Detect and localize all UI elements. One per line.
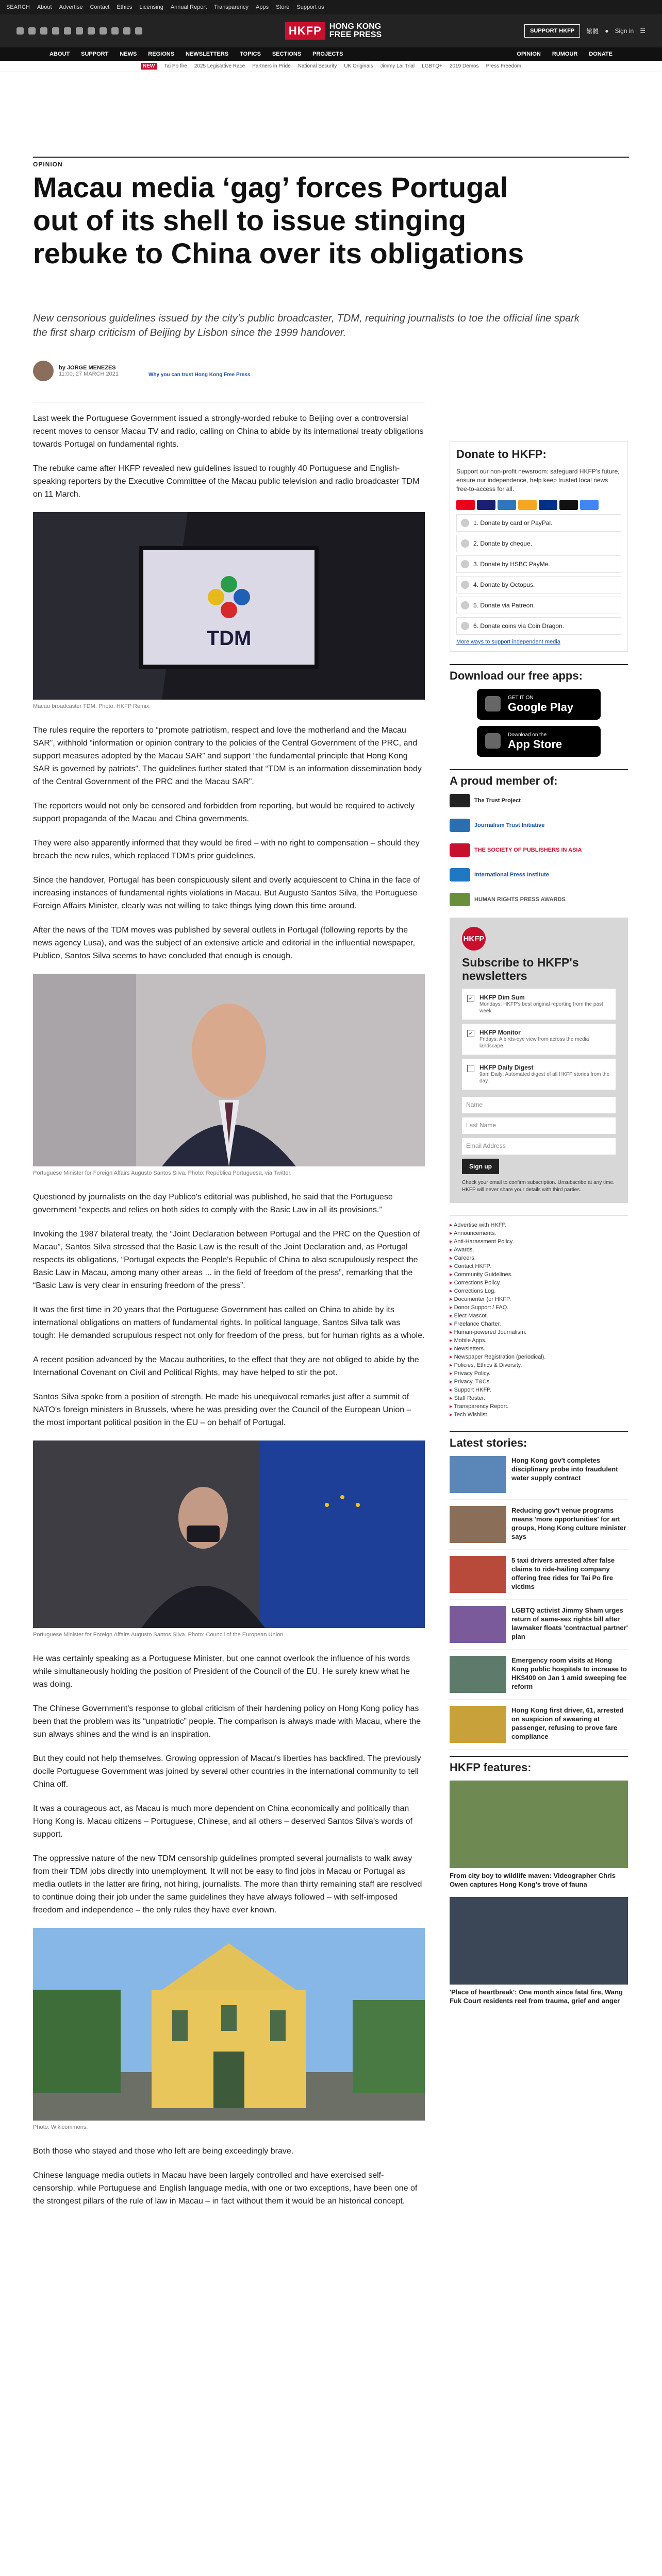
paragraph: The reporters would not only be censored and forbidden from reporting, but would be required to actively support propaganda of the Macau and China governments. <box>33 802 415 823</box>
paragraph: A recent position advanced by the Macau authorities, to the effect that they are not obliged to abide by the International Covenant on Civil and Political Rights, may have helped to stir the pot. <box>33 1355 419 1377</box>
amex-icon <box>498 500 516 510</box>
trust-link[interactable]: Why you can trust Hong Kong Free Press <box>148 372 251 378</box>
donate-option-label: 5. Donate via Patreon. <box>473 602 535 609</box>
info-link[interactable]: ▸ Awards. <box>450 1246 628 1254</box>
paragraph: It was the first time in 20 years that the Portuguese Government has called on China to abide by its international obligations on matters of fundamental rights. In political language, Santos Silva talk was tough: He demanded scrupulous respect not only for freedom of the press, but for human rights as a whole. <box>33 1306 425 1340</box>
donate-option[interactable] <box>456 514 621 532</box>
newsletter-option[interactable] <box>462 1059 616 1090</box>
sign-in-link[interactable]: Sign in <box>615 27 634 35</box>
figure-caption: Portuguese Minister for Foreign Affairs Augusto Santos Silva. Photo: Council of the European Union. <box>33 1632 285 1638</box>
logo-line-1: HONG KONG <box>329 22 382 31</box>
paragraph: They were also apparently informed that they would be fired – with no right to compensation – should they breach the new rules, which replaced TDM's prior guidelines. <box>33 839 420 860</box>
donate-option[interactable] <box>456 555 621 573</box>
top-link-store[interactable]: Store <box>276 4 290 10</box>
paypal-icon <box>539 500 557 510</box>
info-link[interactable]: ▸ Freelance Charter. <box>450 1320 628 1328</box>
partner-logo[interactable] <box>450 843 628 857</box>
figure-caption: Macau broadcaster TDM. Photo: HKFP Remix. <box>33 703 151 709</box>
paragraph: Santos Silva spoke from a position of strength. He made his unequivocal remarks just after a summit of NATO's foreign ministers in Brussels, where he was presiding over the Council of the European Union – the most important political position in the EU – on behalf of Portugal. <box>33 1393 411 1427</box>
donate-option-label: 2. Donate by cheque. <box>473 540 533 547</box>
paragraph: The rebuke came after HKFP revealed new guidelines issued to roughly 40 Portuguese and English-speaking reporters by the Executive Committee of the Macau public television and radio broadcaster TDM on 11 March. <box>33 464 420 499</box>
paragraph: Invoking the 1987 bilateral treaty, the “Joint Declaration between Portugal and the PRC on the Question of Macau”, Santos Silva stressed that the Basic Law is the result of the Joint Declaration and, as Portugal respects its obligations, “Portugal expects the People's Republic of China to also scrupulously respect the Basic Law in Macau, among many other areas ... in the field of freedom of the press”, remarking that the “Basic Law is very clear in ensuring freedom of the press”. <box>33 1230 420 1290</box>
story-thumb <box>450 1656 506 1693</box>
newsletter-option[interactable] <box>462 1024 616 1055</box>
logo-mark: HKFP <box>285 22 325 40</box>
newsletter-desc: Fridays: A birds-eye view from across the media landscape. <box>479 1037 589 1049</box>
nav-regions[interactable]: REGIONS <box>148 51 175 57</box>
article-lede: New censorious guidelines issued by the city's public broadcaster, TDM, requiring journalists to toe the official line spark the first sharp criticism of Beijing by Lisbon since the 1999 handover. <box>33 313 580 338</box>
info-link[interactable]: ▸ Anti-Harassment Policy. <box>450 1238 628 1246</box>
story-thumb <box>450 1556 506 1593</box>
info-link[interactable]: ▸ Newspaper Registration (periodical). <box>450 1353 628 1361</box>
minister-photo-1 <box>33 974 425 1166</box>
figure-caption: Portuguese Minister for Foreign Affairs Augusto Santos Silva. Photo: República Portuguesa, via Twitter. <box>33 1170 292 1176</box>
partner-name: International Press Institute <box>474 872 549 878</box>
publish-date: 11:00, 27 MARCH 2021 <box>59 371 119 377</box>
facebook-icon[interactable] <box>16 27 24 35</box>
top-link-apps[interactable]: Apps <box>256 4 269 10</box>
last-name-field[interactable]: Last Name <box>462 1117 616 1134</box>
latest-story[interactable] <box>450 1556 628 1600</box>
mastodon-icon[interactable] <box>111 27 119 35</box>
main-nav <box>0 47 662 61</box>
features-title: HKFP features: <box>450 1756 628 1774</box>
donate-option-label: 4. Donate by Octopus. <box>473 581 535 588</box>
coin-icon <box>461 622 469 630</box>
info-link[interactable]: ▸ Careers. <box>450 1254 628 1262</box>
story-title[interactable]: Hong Kong first driver, 61, arrested on suspicion of swearing at passenger, refusing to prove fare compliance <box>511 1706 624 1740</box>
member-title: A proud member of: <box>450 769 628 788</box>
info-link[interactable]: ▸ Corrections Policy. <box>450 1279 628 1287</box>
sidebar <box>450 441 628 2013</box>
donate-option[interactable] <box>456 535 621 552</box>
latest-story[interactable] <box>450 1706 628 1750</box>
menu-icon[interactable]: ☰ <box>640 27 646 35</box>
figure-caption: Photo: Wikicommons. <box>33 2124 88 2130</box>
partner-name: The Trust Project <box>474 798 521 804</box>
cheque-icon <box>461 539 469 548</box>
author-avatar <box>33 361 54 381</box>
story-title[interactable]: LGBTQ activist Jimmy Sham urges return of same-sex rights bill after lawmaker floats 'contractual partner' plan <box>511 1606 628 1640</box>
hrpa-icon <box>450 893 470 906</box>
sopa-icon <box>450 843 470 857</box>
gp-small: GET IT ON <box>508 694 534 701</box>
jti-icon <box>450 819 470 832</box>
paragraph: It was a courageous act, as Macau is much more dependent on China economically and politically than Hong Kong is. Macau citizens – Portuguese, Chinese, and all others – deserved Santos Silva's words of support. <box>33 1804 412 1839</box>
apple-icon <box>485 733 501 749</box>
mastercard-icon <box>456 500 475 510</box>
donate-option-label: 3. Donate by HSBC PayMe. <box>473 561 550 568</box>
figure-church <box>33 1928 425 2121</box>
as-small: Download on the <box>508 732 547 738</box>
instagram-icon[interactable] <box>40 27 47 35</box>
partner-logo[interactable] <box>450 819 628 832</box>
category-label[interactable]: OPINION <box>33 161 63 168</box>
info-link[interactable]: ▸ Community Guidelines. <box>450 1270 628 1279</box>
social-links <box>16 27 142 35</box>
hkfp-badge: HKFP <box>462 927 486 951</box>
info-link[interactable]: ▸ Contact HKFP. <box>450 1262 628 1270</box>
story-title[interactable]: Emergency room visits at Hong Kong public hospitals to increase to HK$400 on Jan 1 amid sweeping fee reform <box>511 1656 627 1690</box>
youtube-icon[interactable] <box>76 27 83 35</box>
partner-name: Journalism Trust Initiative <box>474 822 545 828</box>
feature-story[interactable] <box>450 1781 628 1889</box>
discover-icon <box>518 500 537 510</box>
newsletter-name: HKFP Daily Digest <box>479 1064 534 1071</box>
info-link[interactable]: ▸ Tech Wishlist. <box>450 1411 628 1419</box>
patreon-icon <box>461 601 469 609</box>
email-field[interactable]: Email Address <box>462 1138 616 1155</box>
partner-name: THE SOCIETY OF PUBLISHERS IN ASIA <box>474 847 582 853</box>
paragraph: The rules require the reporters to “promote patriotism, respect and love the motherland and the Macau SAR”, withhold “information or opinion contrary to the policies of the Central Government of the PRC, and support measures adopted by the Macau SAR” and support “the fundamental principle that Hong Kong SAR is governed by patriots”. The guidelines further stated that “TDM is an information dissemination body of the Central Government of the PRC and the Macau SAR”. <box>33 726 422 786</box>
byline <box>33 361 119 381</box>
site-logo[interactable] <box>285 22 382 40</box>
story-title[interactable]: Hong Kong gov't completes disciplinary probe into fraudulent water supply contract <box>511 1456 618 1482</box>
newsletter-desc: Mondays: HKFP's best original reporting from the past week. <box>479 1002 603 1014</box>
info-link[interactable]: ▸ Privacy Policy. <box>450 1369 628 1378</box>
trending-bar <box>0 61 662 72</box>
latest-story[interactable] <box>450 1456 628 1500</box>
email-icon[interactable] <box>135 27 142 35</box>
story-thumb <box>450 1456 506 1493</box>
top-link-about[interactable]: About <box>37 4 52 10</box>
tdm-logo-text: TDM <box>206 627 252 650</box>
info-link[interactable]: ▸ Privacy, T&Cs. <box>450 1378 628 1386</box>
linkedin-icon[interactable] <box>88 27 95 35</box>
trending-item[interactable]: UK Originals <box>344 63 373 69</box>
newsletter-desc: 9am Daily: Automated digest of all HKFP stories from the day. <box>479 1072 610 1084</box>
feature-image <box>450 1897 628 1985</box>
trending-item[interactable]: 2025 Legislative Race <box>194 63 245 69</box>
top-link-advertise[interactable]: Advertise <box>59 4 83 10</box>
nav-donate[interactable]: DONATE <box>589 51 613 57</box>
top-link-annual-report[interactable]: Annual Report <box>170 4 207 10</box>
paragraph: The Chinese Government's response to global criticism of their hardening policy on Hong Kong policy has been that the problem was its “unpatriotic” people. The comparison is always made with Macau, where the sun always shines and the wind is an inspiration. <box>33 1704 421 1739</box>
payme-icon <box>461 560 469 568</box>
support-hkfp-button[interactable]: SUPPORT HKFP <box>524 24 580 38</box>
info-link[interactable]: ▸ Advertise with HKFP. <box>450 1221 628 1229</box>
info-link[interactable]: ▸ Support HKFP. <box>450 1386 628 1394</box>
ipi-icon <box>450 868 470 882</box>
info-link[interactable]: ▸ Newsletters. <box>450 1345 628 1353</box>
minister-photo-2 <box>33 1440 425 1628</box>
sign-up-button[interactable]: Sign up <box>462 1159 499 1174</box>
latest-title: Latest stories: <box>450 1431 628 1450</box>
applepay-icon <box>559 500 578 510</box>
top-link-support[interactable]: Support us <box>296 4 324 10</box>
checkbox[interactable] <box>467 1065 474 1072</box>
info-link[interactable]: ▸ Announcements. <box>450 1229 628 1238</box>
article-body <box>33 412 425 2219</box>
play-store-icon <box>485 696 501 711</box>
feature-story[interactable] <box>450 1897 628 2005</box>
feature-title[interactable]: From city boy to wildlife maven: Videographer Chris Owen captures Hong Kong's trove of fauna <box>450 1872 616 1888</box>
story-thumb <box>450 1606 506 1643</box>
paragraph: Chinese language media outlets in Macau have been largely controlled and have exercised self-censorship, while Portuguese and English language media, with one or two exceptions, have been one of the strongest pillars of the rule of law in Macau – in fact without them it would be an historical concept. <box>33 2171 418 2206</box>
info-link[interactable]: ▸ Documenter (or HKFP. <box>450 1295 628 1303</box>
x-icon[interactable] <box>28 27 36 35</box>
newsletter-fineprint: Check your email to confirm subscription. Unsubscribe at any time. HKFP will never share your details with third parties. <box>462 1180 615 1193</box>
nav-about[interactable]: ABOUT <box>49 51 70 57</box>
more-ways-link[interactable]: More ways to support independent media <box>456 639 560 645</box>
tdm-photo <box>33 512 425 700</box>
info-link[interactable]: ▸ Mobile Apps. <box>450 1336 628 1345</box>
feature-title[interactable]: 'Place of heartbreak': One month since fatal fire, Wang Fuk Court residents reel from trauma, grief and anger <box>450 1988 623 2005</box>
latest-story[interactable] <box>450 1656 628 1700</box>
newsletter-name: HKFP Monitor <box>479 1029 521 1036</box>
info-link[interactable]: ▸ Transparency Report. <box>450 1402 628 1411</box>
top-link-ethics[interactable]: Ethics <box>117 4 133 10</box>
name-field[interactable]: Name <box>462 1097 616 1113</box>
newsletter-option[interactable] <box>462 989 616 1020</box>
trust-project-icon <box>450 794 470 807</box>
card-icon <box>461 519 469 527</box>
article-title: Macau media ‘gag’ forces Portugal out of its shell to issue stinging rebuke to China over its obligations <box>33 171 524 269</box>
apps-title: Download our free apps: <box>450 664 628 683</box>
story-title[interactable]: 5 taxi drivers arrested after false claims to ride-hailing company offering free rides for Tai Po fire victims <box>511 1556 615 1590</box>
latest-story[interactable] <box>450 1606 628 1650</box>
paragraph: He was certainly speaking as a Portuguese Minister, but one cannot overlook the influence of his words while simultaneously holding the position of President of the Council of the EU. He surely knew what he was doing. <box>33 1654 410 1689</box>
donate-option[interactable] <box>456 576 621 594</box>
as-big: App Store <box>508 737 562 751</box>
latest-story[interactable] <box>450 1506 628 1550</box>
octopus-icon <box>461 581 469 589</box>
church-photo <box>33 1928 425 2121</box>
story-thumb <box>450 1706 506 1743</box>
paragraph: The oppressive nature of the new TDM censorship guidelines prompted several journalists to walk away from their TDM jobs directly into unemployment. It will not be easy to find jobs in Macau or Portugal as media outlets in the latter are firing, not hiring, journalists. The more than thirty remaining staff are resolved to continue doing their job under the same guidelines they have always followed – with self-imposed freedom and independence – the only rules they have ever known. <box>33 1854 422 1914</box>
story-title[interactable]: Reducing gov't venue programs means 'more opportunities' for art groups, Hong Kong culture minister says <box>511 1506 626 1540</box>
feature-image <box>450 1781 628 1868</box>
partner-name: HUMAN RIGHTS PRESS AWARDS <box>474 896 566 903</box>
new-badge: NEW <box>141 63 157 70</box>
logo-line-2: FREE PRESS <box>329 30 382 39</box>
figure-minister-2 <box>33 1440 425 1628</box>
nav-projects[interactable]: PROJECTS <box>312 51 343 57</box>
newsletter-box <box>450 918 628 1203</box>
paragraph: Questioned by journalists on the day Publico's editorial was published, he said that the Portuguese government “expects and relies on both sides to comply with the Basic Law in all its provisions.” <box>33 1193 393 1214</box>
logo-wordmark <box>329 23 382 39</box>
figure-tdm <box>33 512 425 700</box>
site-header <box>0 14 662 47</box>
story-thumb <box>450 1506 506 1543</box>
top-link-transparency[interactable]: Transparency <box>214 4 249 10</box>
gp-big: Google Play <box>508 700 574 714</box>
author-name[interactable]: by JORGE MENEZES <box>59 365 116 371</box>
info-link[interactable]: ▸ Corrections Log. <box>450 1287 628 1295</box>
app-store-button[interactable] <box>477 726 601 757</box>
paragraph: Both those who stayed and those who left are being exceedingly brave. <box>33 2147 294 2156</box>
googlepay-icon <box>580 500 599 510</box>
visa-icon <box>477 500 495 510</box>
donate-box <box>450 441 628 652</box>
threads-icon[interactable] <box>52 27 59 35</box>
figure-minister-1 <box>33 974 425 1166</box>
trending-item[interactable]: LGBTQ+ <box>422 63 442 69</box>
info-link[interactable]: ▸ Policies, Ethics & Diversity. <box>450 1361 628 1369</box>
payment-methods <box>456 500 621 510</box>
partner-logo[interactable] <box>450 893 628 906</box>
trending-item[interactable]: National Security <box>297 63 337 69</box>
donate-option-label: 6. Donate coins via Coin Dragon. <box>473 622 565 630</box>
paragraph: Last week the Portuguese Government issued a strongly-worded rebuke to Beijing over a controversial recent moves to censor Macau TV and radio, calling on China to abide by its international treaty obligations towards Portugal on fundamental rights. <box>33 414 424 449</box>
info-link[interactable]: ▸ Donor Support / FAQ. <box>450 1303 628 1312</box>
nav-rumour[interactable]: RUMOUR <box>552 51 578 57</box>
trending-item[interactable]: Partners in Pride <box>252 63 291 69</box>
info-links <box>450 1215 628 1419</box>
top-utility-bar <box>0 0 662 14</box>
trending-item[interactable]: Tai Po fire <box>164 63 187 69</box>
nav-support[interactable]: SUPPORT <box>81 51 109 57</box>
user-icon[interactable]: ● <box>605 27 609 35</box>
trending-item[interactable]: 2019 Demos <box>449 63 479 69</box>
top-link-licensing[interactable]: Licensing <box>139 4 163 10</box>
info-link[interactable]: ▸ Human-powered Journalism. <box>450 1328 628 1336</box>
trending-item[interactable]: Press Freedom <box>486 63 521 69</box>
language-switch[interactable]: 繁體 <box>586 27 599 35</box>
nav-news[interactable]: NEWS <box>120 51 137 57</box>
donate-title: Donate to HKFP: <box>456 448 547 461</box>
rss-icon[interactable] <box>123 27 130 35</box>
donate-option[interactable] <box>456 597 621 614</box>
donate-intro: Support our non-profit newsroom: safeguard HKFP's future, ensure our independence, help keep trusted local news free-to-access for all. <box>456 468 620 493</box>
trending-item[interactable]: Jimmy Lai Trial <box>380 63 415 69</box>
telegram-icon[interactable] <box>64 27 71 35</box>
checkbox[interactable]: ✓ <box>467 1030 474 1037</box>
nav-topics[interactable]: TOPICS <box>240 51 261 57</box>
nav-opinion[interactable]: OPINION <box>517 51 541 57</box>
nav-sections[interactable]: SECTIONS <box>272 51 302 57</box>
search-link[interactable]: SEARCH <box>6 4 30 10</box>
partner-logo[interactable] <box>450 794 628 807</box>
newsletter-name: HKFP Dim Sum <box>479 994 525 1001</box>
top-link-contact[interactable]: Contact <box>90 4 110 10</box>
partner-logo[interactable] <box>450 868 628 882</box>
bluesky-icon[interactable] <box>100 27 107 35</box>
donate-option[interactable] <box>456 617 621 635</box>
checkbox[interactable]: ✓ <box>467 995 474 1002</box>
google-play-button[interactable] <box>477 689 601 720</box>
paragraph: Since the handover, Portugal has been conspicuously silent and overly acquiescent to China in the face of increasing instances of fundamental rights violations in Macau. But Augusto Santos Silva, the Portuguese Foreign Affairs Minister, clearly was not willing to take things lying down this time around. <box>33 876 420 910</box>
paragraph: But they could not help themselves. Growing oppression of Macau's liberties has backfired. The previously docile Portuguese Government was joined by several other countries in the international community to tell China off. <box>33 1754 421 1789</box>
info-link[interactable]: ▸ Elect Mascot. <box>450 1312 628 1320</box>
paragraph: After the news of the TDM moves was published by several outlets in Portugal (following reports by the news agency Lusa), and was the subject of an extensive article and editorial in the influential newspaper, Publico, Santos Silva seems to have concluded that enough is enough. <box>33 926 415 960</box>
section-rule <box>33 157 629 158</box>
newsletter-title: Subscribe to HKFP's newsletters <box>462 956 579 982</box>
info-link[interactable]: ▸ Staff Roster. <box>450 1394 628 1402</box>
donate-option-label: 1. Donate by card or PayPal. <box>473 519 553 527</box>
nav-newsletters[interactable]: NEWSLETTERS <box>186 51 229 57</box>
